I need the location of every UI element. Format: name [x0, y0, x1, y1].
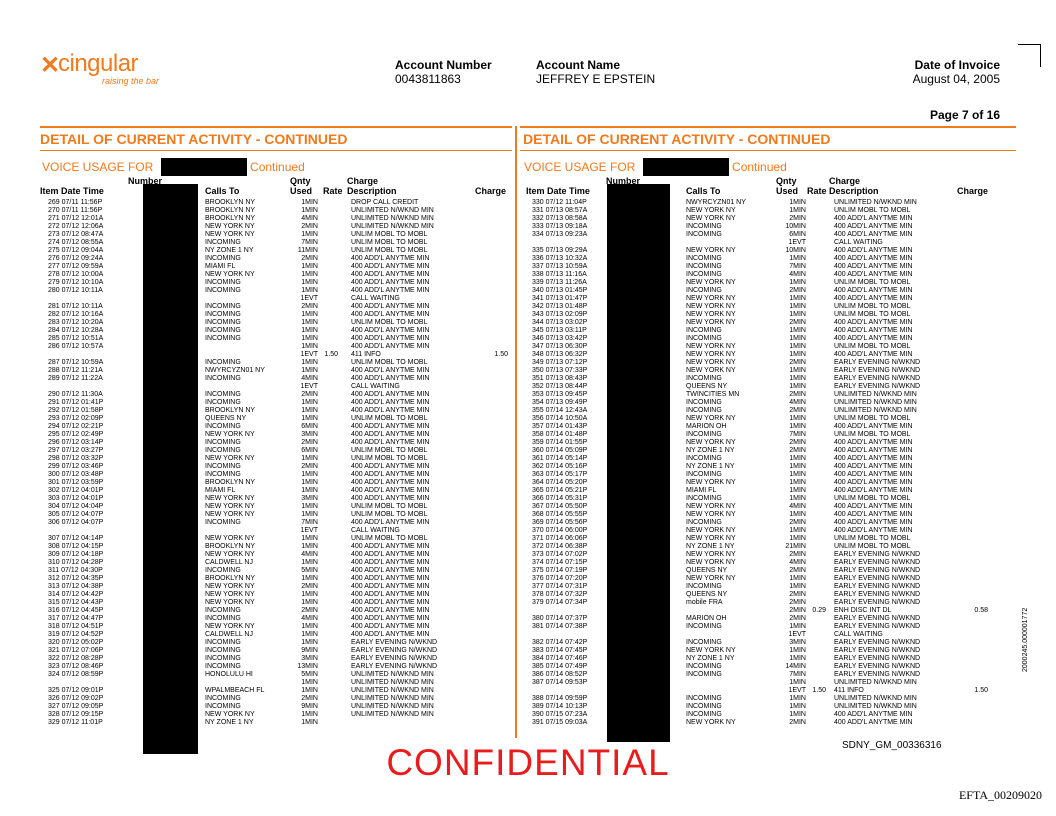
col-charge-label: Charge — [829, 176, 861, 186]
redaction-column-left — [143, 184, 198, 754]
account-number: 0043811863 — [395, 72, 461, 86]
col-rate-right: Rate — [807, 186, 827, 196]
col-charge-label: Charge — [347, 176, 379, 186]
col-qnty-left — [290, 176, 312, 196]
col-qnty-label: Qnty — [290, 176, 311, 186]
right-rate-column: 0.29 1.50 — [812, 607, 826, 694]
account-number-label: Account Number — [395, 58, 492, 72]
left-description-column: DROP CALL CREDIT UNLIMITED N/WKND MIN UNLIMITED N/WKND MIN UNLIMITED N/WKND MIN UNLIM MOBL TO MOBL UNLIM MOBL TO MOBL UNLIM MOBL TO MOBL 400 ADD'L ANYTME MIN 400 ADD'L ANYTME MIN 400 ADD'L ANYTME MIN 400 ADD'L ANYTME MIN 400 ADD'L ANYTME MIN CALL WAITING 400 ADD'L ANYTME MIN 400 ADD'L ANYTME MIN UNLIM MOBL TO MOBL 400 ADD'L ANYTME MIN 400 ADD'L ANYTME MIN 400 ADD'L ANYTME MIN 411 INFO UNLIM MOBL TO MOBL 400 ADD'L ANYTME MIN 400 ADD'L ANYTME MIN CALL WAITING 400 ADD'L ANYTME MIN 400 ADD'L ANYTME MIN 400 ADD'L ANYTME MIN UNLIM MOBL TO MOBL 400 ADD'L ANYTME MIN 400 ADD'L ANYTME MIN 400 ADD'L ANYTME MIN UNLIM MOBL TO MOBL UNLIM MOBL TO MOBL 400 ADD'L ANYTME MIN 400 ADD'L ANYTME MIN 400 ADD'L ANYTME MIN 400 ADD'L ANYTME MIN 400 ADD'L ANYTME MIN UNLIM MOBL TO MOBL UNLIM MOBL TO MOBL 400 ADD'L ANYTME MIN CALL WAITING UNLIM MOBL TO MOBL 400 ADD'L ANYTME MIN 400 ADD'L ANYTME MIN 400 ADD'L ANYTME MIN 400 ADD'L ANYTME MIN 400 ADD'L ANYTME MIN 400 ADD'L ANYTME MIN 400 ADD'L ANYTME MIN 400 ADD'L ANYTME MIN 400 ADD'L ANYTME MIN 400 ADD'L ANYTME MIN 400 ADD'L ANYTME MIN 400 ADD'L ANYTME MIN EARLY EVENING N/WKND EARLY EVENING N/WKND EARLY EVENING N/WKND EARLY EVENING N/WKND UNLIMITED N/WKND MIN UNLIMITED N/WKND MIN UNLIMITED N/WKND MIN UNLIMITED N/WKND MIN UNLIMITED N/WKND MIN UNLIMITED N/WKND MIN — [351, 199, 438, 718]
invoice-date-label: Date of Invoice — [914, 58, 1000, 72]
voice-usage-heading-left — [42, 158, 305, 176]
page-number: Page 7 of 16 — [929, 108, 1000, 122]
voice-usage-label: VOICE USAGE FOR — [42, 160, 154, 174]
col-qnty-right — [776, 176, 798, 196]
section-title-right: DETAIL OF CURRENT ACTIVITY - CONTINUED — [523, 131, 831, 147]
col-charge-desc-left — [347, 176, 397, 196]
logo-word: cingular — [58, 50, 139, 77]
col-description-label: Description — [347, 186, 397, 196]
left-rate-column: 1.50 — [324, 351, 338, 358]
col-used-label: Used — [290, 186, 313, 196]
col-rate-left: Rate — [323, 186, 343, 196]
col-number-right — [606, 176, 640, 186]
col-calls-to-left: Calls To — [205, 186, 240, 196]
account-number-block — [395, 58, 492, 86]
side-control-number: 2000245.000001772 — [1022, 607, 1029, 672]
title-underline-right — [520, 150, 1016, 151]
right-description-column: UNLIMITED N/WKND MIN UNLIM MOBL TO MOBL 400 ADD'L ANYTME MIN 400 ADD'L ANYTME MIN 400 ADD'L ANYTME MIN CALL WAITING 400 ADD'L ANYTME MIN 400 ADD'L ANYTME MIN 400 ADD'L ANYTME MIN 400 ADD'L ANYTME MIN UNLIM MOBL TO MOBL 400 ADD'L ANYTME MIN 400 ADD'L ANYTME MIN UNLIM MOBL TO MOBL UNLIM MOBL TO MOBL 400 ADD'L ANYTME MIN 400 ADD'L ANYTME MIN 400 ADD'L ANYTME MIN UNLIM MOBL TO MOBL 400 ADD'L ANYTME MIN EARLY EVENING N/WKND EARLY EVENING N/WKND EARLY EVENING N/WKND EARLY EVENING N/WKND UNLIMITED N/WKND MIN UNLIMITED N/WKND MIN UNLIMITED N/WKND MIN UNLIM MOBL TO MOBL 400 ADD'L ANYTME MIN UNLIM MOBL TO MOBL 400 ADD'L ANYTME MIN 400 ADD'L ANYTME MIN 400 ADD'L ANYTME MIN 400 ADD'L ANYTME MIN 400 ADD'L ANYTME MIN 400 ADD'L ANYTME MIN 400 ADD'L ANYTME MIN UNLIM MOBL TO MOBL 400 ADD'L ANYTME MIN 400 ADD'L ANYTME MIN 400 ADD'L ANYTME MIN 400 ADD'L ANYTME MIN UNLIM MOBL TO MOBL UNLIM MOBL TO MOBL EARLY EVENING N/WKND EARLY EVENING N/WKND EARLY EVENING N/WKND EARLY EVENING N/WKND EARLY EVENING N/WKND EARLY EVENING N/WKND EARLY EVENING N/WKND ENH DISC INT DL EARLY EVENING N/WKND EARLY EVENING N/WKND CALL WAITING EARLY EVENING N/WKND EARLY EVENING N/WKND EARLY EVENING N/WKND EARLY EVENING N/WKND EARLY EVENING N/WKND UNLIMITED N/WKND MIN 411 INFO UNLIMITED N/WKND MIN UNLIMITED N/WKND MIN 400 ADD'L ANYTME MIN 400 ADD'L ANYTME MIN — [834, 199, 921, 726]
title-underline-left — [40, 150, 512, 151]
redaction-column-right — [607, 184, 670, 742]
voice-continued: Continued — [732, 160, 787, 174]
left-item-column: 269 07/11 11:56P 270 07/11 11:56P 271 07/12 12:01A 272 07/12 12:06A 273 07/12 08:47A 274 07/12 08:55A 275 07/12 09:04A 276 07/12 09:24A 277 07/12 09:59A 278 07/12 10:00A 279 07/12 10:10A 280 07/12 10:11A 281 07/12 10:11A 282 07/12 10:16A 283 07/12 10:20A 284 07/12 10:28A 285 07/12 10:51A 286 07/12 10:57A 287 07/12 10:59A 288 07/12 11:21A 289 07/12 11:22A 290 07/12 11:30A 291 07/12 01:41P 292 07/12 01:58P 293 07/12 02:09P 294 07/12 02:21P 295 07/12 02:49P 296 07/12 03:14P 297 07/12 03:27P 298 07/12 03:32P 299 07/12 03:46P 300 07/12 03:48P 301 07/12 03:59P 302 07/12 04:01P 303 07/12 04:01P 304 07/12 04:04P 305 07/12 04:07P 306 07/12 04:07P 307 07/12 04:14P 308 07/12 04:15P 309 07/12 04:18P 310 07/12 04:28P 311 07/12 04:30P 312 07/12 04:35P 313 07/12 04:38P 314 07/12 04:42P 315 07/12 04:43P 316 07/12 04:45P 317 07/12 04:47P 318 07/12 04:51P 319 07/12 04:52P 320 07/12 05:02P 321 07/12 07:06P 322 07/12 08:28P 323 07/12 08:46P 324 07/12 08:59P 325 07/12 09:01P 326 07/12 09:02P 327 07/12 09:05P 328 07/12 09:15P 329 07/12 11:01P — [48, 199, 104, 726]
section-title-left: DETAIL OF CURRENT ACTIVITY - CONTINUED — [40, 131, 348, 147]
left-qnty-column: 1MIN 1MIN 4MIN 2MIN 1MIN 7MIN 11MIN 2MIN 1MIN 1MIN 1MIN 1MIN 1EVT 2MIN 1MIN 1MIN 1MIN 1MIN 1MIN 1EVT 1MIN 1MIN 4MIN 1EVT 2MIN 1MIN 1MIN 1MIN 6MIN 3MIN 2MIN 6MIN 1MIN 2MIN 1MIN 1MIN 1MIN 3MIN 1MIN 1MIN 7MIN 1EVT 1MIN 1MIN 4MIN 1MIN 5MIN 1MIN 2MIN 1MIN 1MIN 2MIN 4MIN 1MIN 1MIN 1MIN 9MIN 3MIN 13MIN 5MIN 1MIN 1MIN 2MIN 9MIN 1MIN 1MIN — [297, 199, 318, 726]
account-name-block — [536, 58, 655, 86]
account-name-label: Account Name — [536, 58, 621, 72]
col-number-label: Number — [128, 176, 163, 186]
section-rule-right — [520, 126, 1016, 128]
voice-usage-heading-right — [524, 158, 787, 176]
col-used-label: Used — [776, 186, 799, 196]
invoice-date: August 04, 2005 — [912, 72, 1000, 86]
redaction-box — [643, 158, 729, 176]
col-charge-right: Charge — [957, 186, 989, 196]
corner-mark — [1018, 44, 1041, 67]
section-rule-left — [40, 126, 512, 128]
col-calls-to-right: Calls To — [686, 186, 721, 196]
column-divider — [515, 126, 517, 738]
cingular-x-icon: ✕ — [40, 52, 61, 79]
right-calls-to-column: NWYRCYZN01 NY NEW YORK NY NEW YORK NY INCOMING INCOMING NEW YORK NY INCOMING INCOMING INCOMING NEW YORK NY INCOMING NEW YORK NY NEW YORK NY NEW YORK NY NEW YORK NY INCOMING INCOMING NEW YORK NY NEW YORK NY NEW YORK NY NEW YORK NY INCOMING QUEENS NY TWINCITIES MN INCOMING INCOMING NEW YORK NY MARION OH INCOMING NEW YORK NY NY ZONE 1 NY INCOMING NY ZONE 1 NY INCOMING NEW YORK NY MIAMI FL INCOMING NEW YORK NY NEW YORK NY INCOMING NEW YORK NY NEW YORK NY NY ZONE 1 NY NEW YORK NY NEW YORK NY QUEENS NY NEW YORK NY INCOMING QUEENS NY mobile FRA MARION OH INCOMING INCOMING NEW YORK NY NY ZONE 1 NY INCOMING INCOMING INCOMING INCOMING INCOMING NEW YORK NY — [686, 199, 746, 726]
invoice-date-block — [913, 58, 1000, 86]
right-charge-column: 0.58 1.50 — [974, 607, 988, 694]
right-qnty-column: 1MIN 1MIN 2MIN 10MIN 6MIN 1EVT 10MIN 1MIN 7MIN 4MIN 1MIN 2MIN 1MIN 1MIN 1MIN 2MIN 1MIN 1MIN 1MIN 1MIN 2MIN 1MIN 1MIN 1MIN 2MIN 4MIN 2MIN 1MIN 1MIN 7MIN 2MIN 2MIN 1MIN 1MIN 1MIN 1MIN 1MIN 1MIN 4MIN 1MIN 2MIN 1MIN 1MIN 21MIN 2MIN 4MIN 2MIN 1MIN 1MIN 2MIN 2MIN 2MIN 2MIN 1MIN 1EVT 3MIN 1MIN 1MIN 14MIN 7MIN 1MIN 1EVT 1MIN 1MIN 1MIN 2MIN — [785, 199, 806, 726]
account-name: JEFFREY E EPSTEIN — [536, 72, 656, 86]
col-charge-left: Charge — [475, 186, 507, 196]
col-item-date-time-left: Item Date Time — [40, 186, 104, 196]
col-qnty-label: Qnty — [776, 176, 797, 186]
left-calls-to-column: BROOKLYN NY BROOKLYN NY BROOKLYN NY NEW YORK NY NEW YORK NY INCOMING NY ZONE 1 NY INCOMING MIAMI FL NEW YORK NY INCOMING INCOMING INCOMING INCOMING INCOMING INCOMING INCOMING INCOMING NWYRCYZN01 NY INCOMING INCOMING INCOMING BROOKLYN NY QUEENS NY INCOMING NEW YORK NY INCOMING INCOMING NEW YORK NY INCOMING INCOMING BROOKLYN NY MIAMI FL NEW YORK NY NEW YORK NY NEW YORK NY INCOMING NEW YORK NY BROOKLYN NY NEW YORK NY CALDWELL NJ INCOMING BROOKLYN NY NEW YORK NY NEW YORK NY NEW YORK NY INCOMING INCOMING NEW YORK NY CALDWELL NJ INCOMING INCOMING INCOMING INCOMING HONOLULU HI WPALMBEACH FL INCOMING INCOMING NEW YORK NY NY ZONE 1 NY — [205, 199, 265, 726]
left-charge-column: 1.50 — [494, 351, 508, 358]
logo-tagline: raising the bar — [102, 76, 160, 86]
sdny-bates-number: SDNY_GM_00336316 — [842, 740, 942, 751]
right-item-column: 330 07/12 11:04P 331 07/13 08:57A 332 07/13 08:58A 333 07/13 09:18A 334 07/13 09:23A 335 07/13 09:29A 336 07/13 10:32A 337 07/13 10:59A 338 07/13 11:16A 339 07/13 11:26A 340 07/13 01:45P 341 07/13 01:47P 342 07/13 01:48P 343 07/13 02:09P 344 07/13 03:02P 345 07/13 03:11P 346 07/13 03:42P 347 07/13 06:30P 348 07/13 06:32P 349 07/13 07:12P 350 07/13 07:33P 351 07/13 08:43P 352 07/13 08:44P 353 07/13 09:45P 354 07/13 09:49P 355 07/14 12:43A 356 07/14 10:50A 357 07/14 01:43P 358 07/14 01:48P 359 07/14 01:55P 360 07/14 05:09P 361 07/14 05:14P 362 07/14 05:16P 363 07/14 05:17P 364 07/14 05:20P 365 07/14 05:21P 366 07/14 05:31P 367 07/14 05:50P 368 07/14 05:55P 369 07/14 05:56P 370 07/14 06:00P 371 07/14 06:06P 372 07/14 06:38P 373 07/14 07:02P 374 07/14 07:15P 375 07/14 07:19P 376 07/14 07:20P 377 07/14 07:31P 378 07/14 07:32P 379 07/14 07:34P 380 07/14 07:37P 381 07/14 07:38P 382 07/14 07:42P 383 07/14 07:45P 384 07/14 07:46P 385 07/14 07:49P 386 07/14 08:52P 387 07/14 09:53P 388 07/14 09:59P 389 07/14 10:13P 390 07/15 07:23A 391 07/15 09:03A — [532, 199, 588, 726]
col-number-left — [128, 176, 162, 186]
col-number-label: Number — [606, 176, 641, 186]
col-charge-desc-right — [829, 176, 879, 196]
voice-continued: Continued — [250, 160, 305, 174]
col-item-date-time-right: Item Date Time — [526, 186, 590, 196]
col-description-label: Description — [829, 186, 879, 196]
voice-usage-label: VOICE USAGE FOR — [524, 160, 636, 174]
redaction-box — [161, 158, 247, 176]
efta-number: EFTA_00209020 — [958, 788, 1042, 802]
confidential-stamp: CONFIDENTIAL — [386, 742, 670, 783]
